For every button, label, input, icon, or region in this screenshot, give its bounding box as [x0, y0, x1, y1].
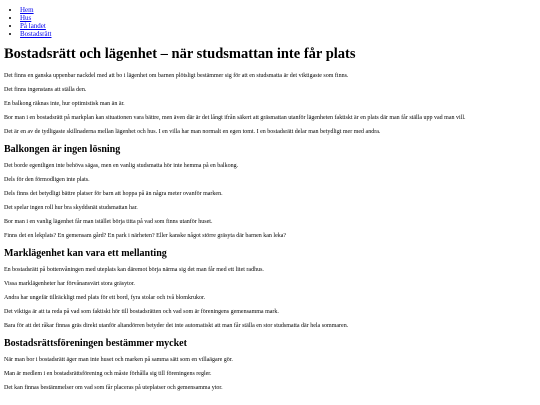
nav-item-pa-landet — [20, 22, 536, 30]
section-paragraph: Bor man i en vanlig lägenhet får man istället börja titta på vad som finns utanför huset. — [4, 219, 213, 225]
intro-paragraph: Det finns en ganska uppenbar nackdel med att bo i lägenhet om barnen plötsligt bestämmer sig för att en studsmatta är det viktigaste som finns. — [4, 73, 349, 79]
nav-link-hus[interactable]: Hus — [20, 14, 32, 22]
section-paragraph: En bostadsrätt på bottenvåningen med uteplats kan däremot börja närma sig det man får med ett litet radhus. — [4, 267, 264, 273]
section-paragraph: Dels för den förmodligen inte plats. — [4, 177, 90, 183]
nav-item-hus — [20, 14, 536, 22]
section-paragraph: Vissa marklägenheter har förvånansvärt stora gräsytor. — [4, 281, 135, 287]
nav-item-bostadsratt — [20, 30, 536, 38]
section-paragraph: Det kan finnas bestämmelser om vad som får placeras på uteplatser och gemensamma ytor. — [4, 385, 223, 391]
nav-menu — [4, 6, 536, 38]
intro-paragraph: Det är en av de tydligaste skillnaderna mellan lägenhet och hus. I en villa har man normalt en egen tomt. I en bostadsrätt delar man betydligt mer med andra. — [4, 129, 381, 135]
section-paragraph: Det spelar ingen roll hur bra skyddsnät studsmattan har. — [4, 205, 138, 211]
section-heading: Balkongen är ingen lösning — [4, 144, 121, 155]
intro-paragraph: En balkong räknas inte, hur optimistisk man än är. — [4, 101, 125, 107]
nav-link-hem[interactable]: Hem — [20, 6, 34, 14]
section-paragraph: Finns det en lekplats? En gemensam gård? En park i närheten? Eller kanske något större gräsyta där barnen kan leka? — [4, 233, 287, 239]
section-paragraph: När man bor i bostadsrätt äger man inte huset och marken på samma sätt som en villaägare gör. — [4, 357, 233, 363]
nav-link-pa-landet[interactable]: På landet — [20, 22, 46, 30]
section-paragraph: Man är medlem i en bostadsrättsförening och måste förhålla sig till föreningens regler. — [4, 371, 212, 377]
nav-item-hem — [20, 6, 536, 14]
section-paragraph: Bara för att det råkar finnas gräs direkt utanför altandörren betyder det inte automatiskt att man får ställa en stor studsmatta där hela sommaren. — [4, 323, 349, 329]
section-paragraph: Det borde egentligen inte behöva sägas, men en vanlig studsmatta hör inte hemma på en balkong. — [4, 163, 239, 169]
section-paragraph: Andra har ungefär tillräckligt med plats för ett bord, fyra stolar och två blomkrukor. — [4, 295, 206, 301]
section-paragraph: Dels finns det betydligt bättre platser för barn att hoppa på än några meter ovanför marken. — [4, 191, 223, 197]
section-heading: Bostadsrättsföreningen bestämmer mycket — [4, 338, 187, 349]
page-title: Bostadsrätt och lägenhet – när studsmattan inte får plats — [4, 46, 356, 62]
nav-link-bostadsratt[interactable]: Bostadsrätt — [20, 30, 52, 38]
section-heading: Marklägenhet kan vara ett mellanting — [4, 248, 167, 259]
intro-paragraph: Det finns ingenstans att ställa den. — [4, 87, 87, 93]
intro-paragraph: Bor man i en bostadsrätt på markplan kan situationen vara bättre, men även där är det långt ifrån säkert att gräsmattan utanför lägenheten faktiskt är en plats där man får ställa upp vad man vill. — [4, 115, 466, 121]
section-paragraph: Det viktiga är att ta reda på vad som faktiskt hör till bostadsrätten och vad som är föreningens gemensamma mark. — [4, 309, 279, 315]
